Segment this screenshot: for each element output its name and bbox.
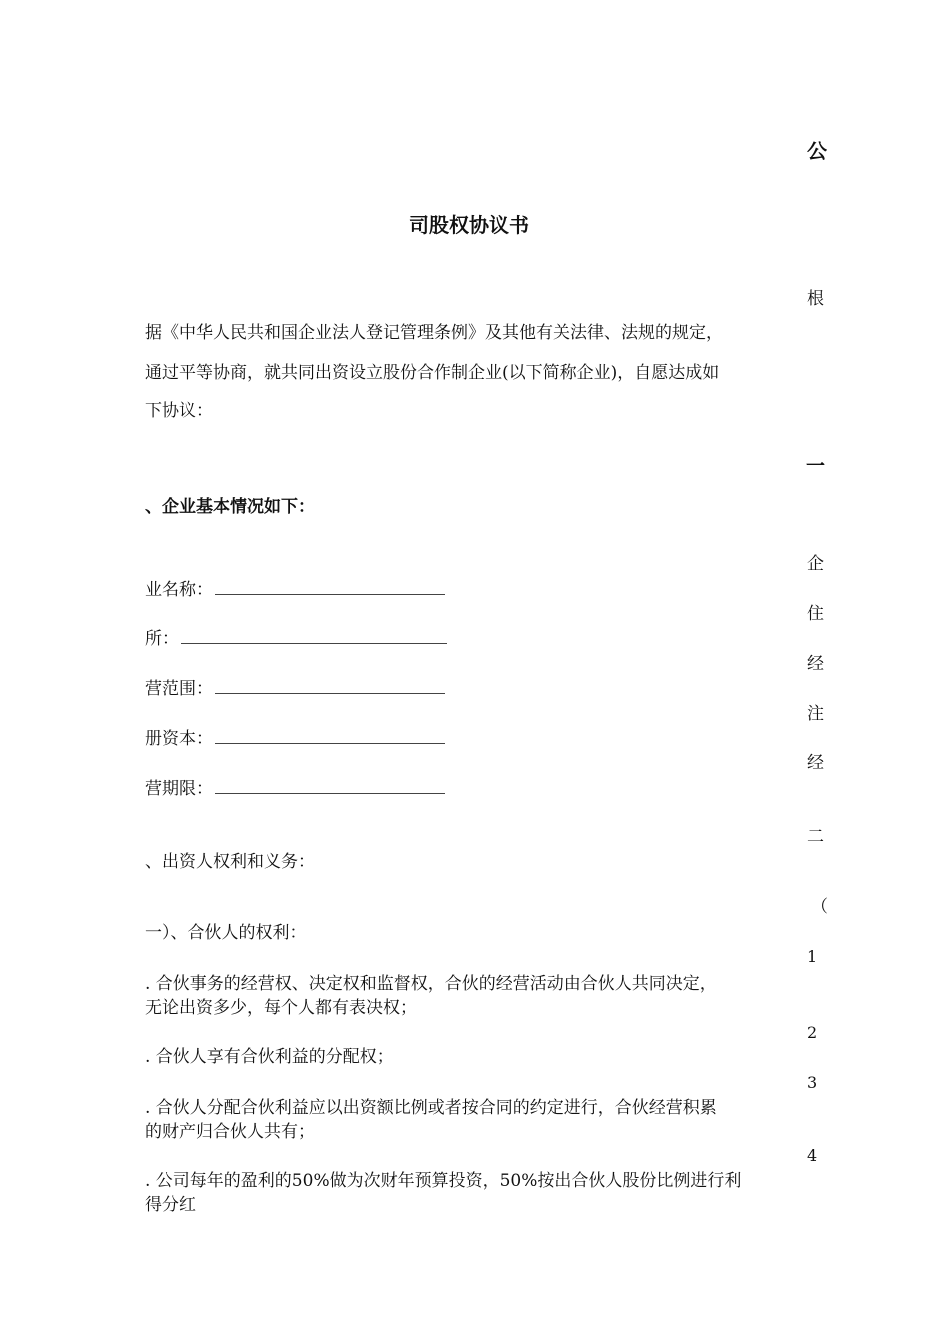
field-lead-char: 注	[807, 704, 824, 724]
business-term-blank[interactable]	[215, 778, 445, 794]
section1-heading: 、企业基本情况如下：	[145, 497, 315, 517]
item-number: 4	[807, 1146, 818, 1165]
intro-lead-char: 根	[807, 289, 824, 309]
field-label: 营期限：	[145, 779, 213, 799]
field-registered-capital	[145, 728, 445, 750]
subsection1-heading: 一）、合伙人的权利：	[145, 923, 307, 943]
field-business-term	[145, 778, 445, 800]
address-blank[interactable]	[181, 628, 447, 644]
item-number: 3	[807, 1073, 818, 1092]
field-label: 营范围：	[145, 679, 213, 699]
item-line: 无论出资多少，每个人都有表决权；	[145, 998, 417, 1018]
item-line: . 公司每年的盈利的50%做为次财年预算投资，50%按出合伙人股份比例进行利	[145, 1171, 742, 1191]
item-number: 1	[807, 947, 818, 966]
registered-capital-blank[interactable]	[215, 728, 445, 744]
intro-line-1: 据《中华人民共和国企业法人登记管理条例》及其他有关法律、法规的规定，	[145, 323, 723, 343]
field-label: 所：	[145, 629, 179, 649]
item-line: . 合伙人分配合伙利益应以出资额比例或者按合同的约定进行，合伙经营积累	[145, 1098, 717, 1118]
section1-lead-char: 一	[806, 455, 826, 477]
item-line: . 合伙人享有合伙利益的分配权；	[145, 1047, 394, 1067]
intro-line-2: 通过平等协商，就共同出资设立股份合作制企业(以下简称企业)，自愿达成如	[145, 363, 720, 383]
field-business-scope	[145, 678, 445, 700]
business-scope-blank[interactable]	[215, 678, 445, 694]
company-name-blank[interactable]	[215, 579, 445, 595]
field-lead-char: 住	[807, 604, 824, 624]
intro-line-3: 下协议：	[145, 401, 213, 421]
item-number: 2	[807, 1023, 818, 1042]
section2-heading: 、出资人权利和义务：	[145, 852, 315, 872]
item-line: 的财产归合伙人共有；	[145, 1122, 315, 1142]
item-line: . 合伙事务的经营权、决定权和监督权，合伙的经营活动由合伙人共同决定，	[145, 974, 717, 994]
page-title: 司股权协议书	[409, 213, 529, 237]
field-lead-char: 经	[807, 753, 824, 773]
field-label: 册资本：	[145, 729, 213, 749]
field-lead-char: 经	[807, 654, 824, 674]
field-company-name	[145, 579, 445, 601]
item-line: 得分红	[145, 1195, 196, 1215]
field-address	[145, 628, 447, 650]
field-lead-char: 企	[807, 554, 824, 574]
section2-lead-char: 二	[807, 827, 824, 847]
subsection1-lead-char: （	[811, 897, 828, 917]
title-lead-char: 公	[807, 139, 827, 163]
field-label: 业名称：	[145, 580, 213, 600]
